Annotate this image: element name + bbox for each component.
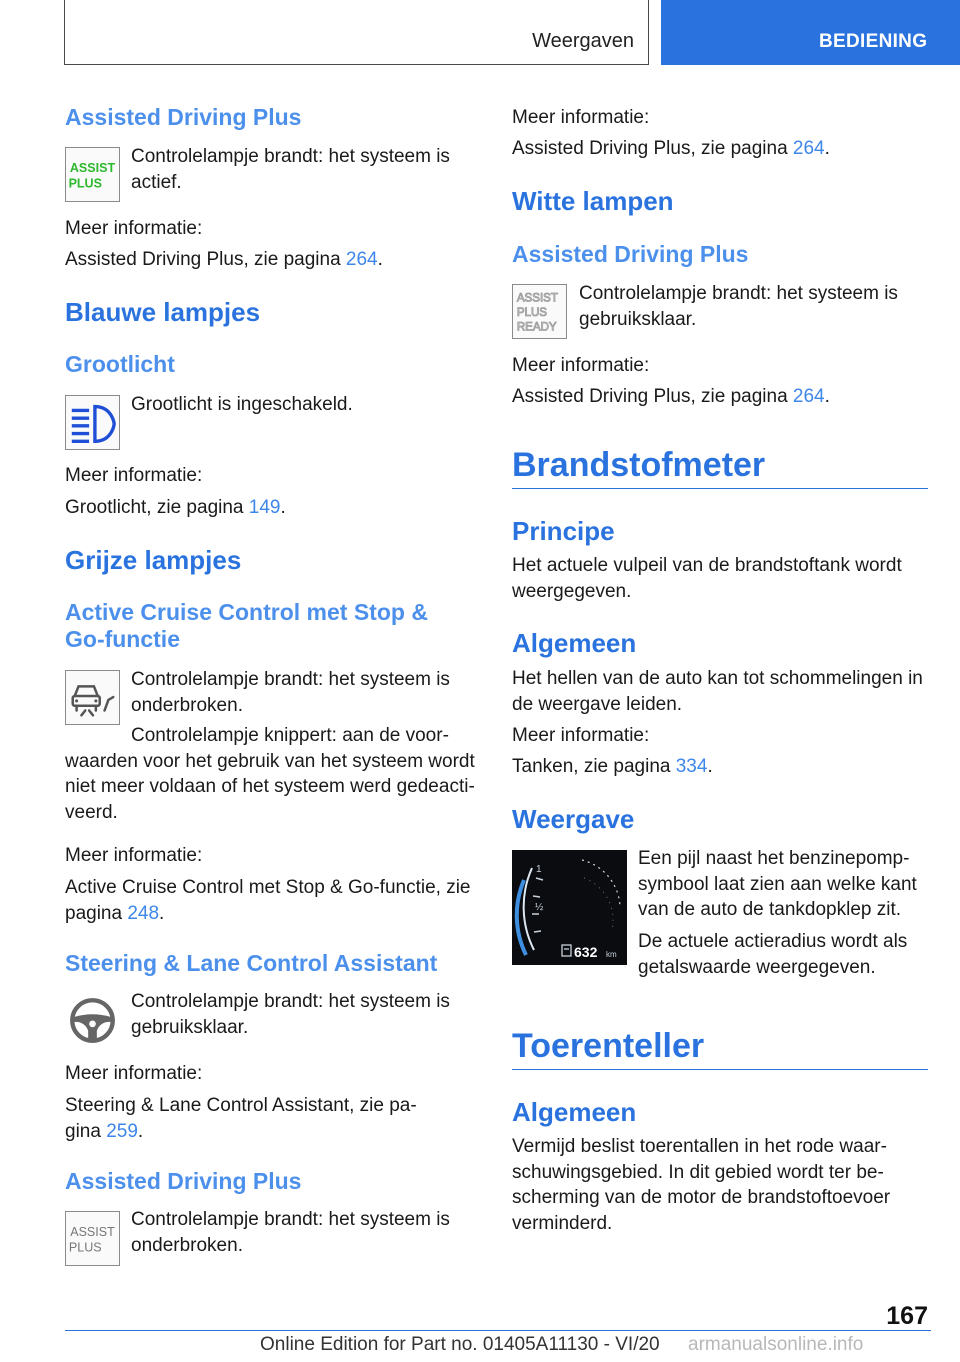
toerenteller-rule [512, 1069, 928, 1070]
svg-text:PLUS: PLUS [516, 306, 548, 319]
adp1-ref-text: Assisted Driving Plus, zie pagina [65, 249, 346, 270]
heading-assisted-driving-plus-2: Assisted Driving Plus [65, 1168, 302, 1194]
steering-wheel-icon [65, 993, 120, 1048]
heading-grijze-lampjes: Grijze lampjes [65, 545, 242, 575]
assist-icon-text-top: ASSIST [69, 161, 116, 176]
slca-page-link[interactable]: 259 [106, 1120, 138, 1142]
adp1-description: Controlelampje brandt: het systeem is actief. [131, 146, 450, 193]
heading-assisted-driving-plus-3: Assisted Driving Plus [512, 241, 749, 267]
adp1-page-link[interactable]: 264 [345, 249, 378, 270]
high-beam-icon [65, 395, 120, 450]
algemeen2-text: Vermijd beslist toerentallen in het rode waar- schuwingsgebied. In dit gebied wordt ter be- scherming van de motor de brandstoftoevoer verminderd. [512, 1136, 891, 1234]
page-number: 167 [886, 1302, 928, 1330]
fuel-gauge-image [512, 850, 627, 965]
assist-icon-text-bottom: PLUS [68, 176, 102, 191]
heading-blauwe-lampjes: Blauwe lampjes [65, 297, 261, 327]
acc-meer-informatie: Meer informatie: [65, 845, 203, 866]
footer-edition: Online Edition for Part no. 01405A11130 - VI/20 [260, 1334, 660, 1355]
grootlicht-meer-informatie: Meer informatie: [65, 465, 203, 486]
heading-weergave: Weergave [512, 804, 635, 834]
header-section-label: Weergaven [532, 30, 634, 52]
grootlicht-description: Grootlicht is ingeschakeld. [131, 394, 353, 415]
adp2-description: Controlelampje brandt: het systeem is onderbroken. [131, 1209, 450, 1256]
weergave-text-2: De actuele actieradius wordt als getalswaarde weergegeven. [638, 931, 908, 978]
cont-meer-informatie: Meer informatie: [512, 107, 650, 128]
heading-toerenteller: Toerenteller [512, 1027, 705, 1065]
slca-meer-informatie: Meer informatie: [65, 1063, 203, 1084]
cont-page-link[interactable]: 264 [792, 138, 825, 159]
acc-description-2-line1: Controlelampje knippert: aan de voor- [131, 725, 449, 746]
algemeen1-text: Het hellen van de auto kan tot schommelingen in de weergave leiden. [512, 668, 923, 715]
header-section-box [64, 0, 649, 65]
adp3-reference: Assisted Driving Plus, zie pagina 264. [512, 386, 830, 407]
grootlicht-page-link[interactable]: 149 [248, 497, 281, 518]
heading-brandstofmeter: Brandstofmeter [512, 446, 766, 484]
algemeen1-page-link[interactable]: 334 [675, 756, 708, 777]
heading-grootlicht: Grootlicht [65, 351, 175, 377]
slca-reference: Steering & Lane Control Assistant, zie pa- gina 259. [65, 1095, 417, 1142]
principe-text: Het actuele vulpeil van de brandstoftank wordt weergegeven. [512, 555, 902, 602]
svg-text:½: ½ [535, 902, 544, 913]
acc-page-link[interactable]: 248 [127, 902, 160, 924]
algemeen1-reference: Tanken, zie pagina 334. [512, 756, 713, 777]
acc-description-2-rest: waarden voor het gebruik van het systeem wordt niet meer voldaan of het systeem werd gedeacti- veerd. [65, 750, 475, 823]
weergave-text-1: Een pijl naast het benzinepomp- symbool laat zien aan welke kant van de auto de tankdopklep zit. [638, 848, 917, 920]
adp3-page-link[interactable]: 264 [792, 386, 825, 407]
adp3-description: Controlelampje brandt: het systeem is gebruiksklaar. [579, 283, 898, 330]
heading-active-cruise-control [65, 599, 428, 653]
slca-description: Controlelampje brandt: het systeem is gebruiksklaar. [131, 991, 450, 1038]
cont-reference: Assisted Driving Plus, zie pagina 264. [512, 138, 830, 159]
adp1-meer-informatie: Meer informatie: [65, 218, 203, 239]
heading-principe: Principe [512, 516, 615, 546]
cruise-control-car-icon [65, 670, 120, 725]
adp3-meer-informatie: Meer informatie: [512, 355, 650, 376]
footer-watermark: armanualsonline.info [688, 1334, 864, 1355]
acc-description-1: Controlelampje brandt: het systeem is onderbroken. [131, 669, 450, 716]
svg-text:READY: READY [516, 321, 557, 334]
adp1-reference: Assisted Driving Plus, zie pagina 264. [65, 249, 383, 270]
svg-text:1: 1 [536, 864, 542, 875]
grootlicht-reference: Grootlicht, zie pagina 149. [65, 497, 286, 518]
heading-steering-lane-control: Steering & Lane Control Assistant [65, 950, 438, 976]
svg-text:ASSIST: ASSIST [516, 292, 558, 305]
heading-algemeen-2: Algemeen [512, 1097, 637, 1127]
acc-reference: Active Cruise Control met Stop & Go-functie, zie pagina 248. [65, 877, 471, 924]
assist-plus-ready-icon [512, 284, 567, 339]
heading-witte-lampen: Witte lampen [512, 186, 674, 216]
brandstofmeter-rule [512, 488, 928, 489]
footer-rule [65, 1330, 931, 1331]
svg-text:632: 632 [574, 944, 598, 960]
heading-assisted-driving-plus-1: Assisted Driving Plus [65, 104, 302, 130]
algemeen1-meer-informatie: Meer informatie: [512, 725, 650, 746]
heading-algemeen-1: Algemeen [512, 628, 637, 658]
svg-text:ASSIST: ASSIST [70, 1225, 115, 1240]
acc-heading-line2: Go-functie [65, 626, 180, 652]
assist-plus-grey-icon [65, 1211, 120, 1266]
header-chapter-label: BEDIENING [819, 31, 928, 52]
svg-text:PLUS: PLUS [68, 1240, 102, 1255]
acc-heading-line1: Active Cruise Control met Stop & [65, 599, 428, 625]
assist-plus-green-icon [65, 147, 120, 202]
grootlicht-ref-text: Grootlicht, zie pagina [65, 497, 249, 518]
svg-text:km: km [606, 950, 617, 959]
header-chapter-tab[interactable] [661, 0, 960, 65]
